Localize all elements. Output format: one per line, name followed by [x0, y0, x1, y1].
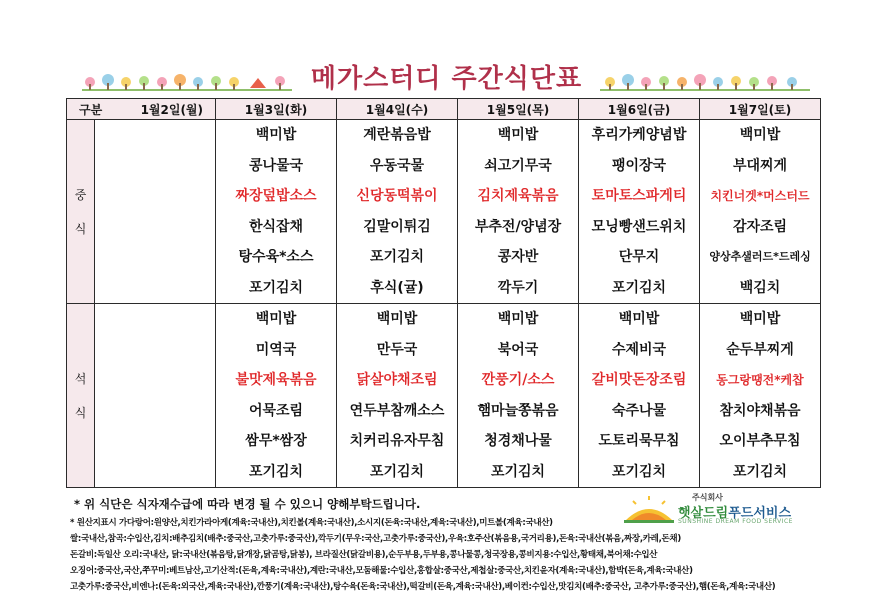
dinner-menu-item: 청경채나물: [484, 433, 552, 449]
lunch-menu-item: 콩나물국: [248, 157, 304, 174]
dinner-menu-item: 깐풍기/소스: [481, 372, 555, 388]
dinner-menu-item: 포기김치: [732, 463, 788, 480]
dinner-menu-item: 백미밥: [497, 311, 539, 327]
dinner-menu-item: 연두부참깨소스: [349, 402, 445, 419]
dinner-menu-item: 불맛제육볶음: [235, 372, 317, 388]
origin-line-5: 고춧가루:중국산,비엔나:(돈육:외국산,계육:국내산),깐풍기(계육:국내산),탕수육(돈육:국내산),떡갈비(돈육,계육:국내산),베이컨:수입산,맛김치(배추:중국산, 고추가루:중국산),햄(돈육,계육:국내산): [70, 582, 776, 592]
lunch-menu-item: 우동국물: [369, 157, 425, 174]
dinner-menu-item: 숙주나물: [611, 402, 667, 419]
origin-line-4: 오징어:중국산,국산,쭈꾸미:베트남산,고기산적:(돈육,계육:국내산),계란:국내산,모둠해물:수입산,홍합살:중국산,제첩살:중국산,치킨윤자(계육:국내산),함박(돈육,계육:국내산): [70, 566, 693, 576]
logo-company-type: 주식회사: [692, 493, 723, 502]
lunch-menu-item: 깍두기: [497, 279, 539, 296]
lunch-day-3-cell: [337, 120, 458, 304]
dinner-menu-item: 포기김치: [369, 463, 425, 480]
day-header-4: 1월5일(목): [458, 99, 579, 120]
header-gubun-day1: [67, 99, 216, 120]
dinner-menu-item: 포기김치: [611, 463, 667, 480]
lunch-day-6-cell: [700, 120, 821, 304]
lunch-menu-item: 포기김치: [248, 279, 304, 296]
weekly-menu-table: [66, 98, 821, 488]
dinner-menu-item: 쌈무*쌈장: [245, 433, 307, 449]
lunch-day-4-cell: [458, 120, 579, 304]
lunch-menu-item: 백미밥: [497, 127, 539, 143]
lunch-menu-item: 모닝빵샌드위치: [591, 218, 687, 235]
menu-change-notice: * 위 식단은 식자재수급에 따라 변경 될 수 있으니 양해부탁드립니다.: [74, 497, 421, 511]
page-title: 메가스터디 주간식단표: [310, 64, 583, 94]
lunch-menu-item: 김치제육볶음: [477, 188, 559, 204]
lunch-menu-item: 후식(귤): [370, 279, 424, 296]
logo-company-name: 햇살드림푸드서비스: [678, 506, 792, 521]
dinner-menu-item: 오이부추무침: [719, 433, 801, 449]
lunch-menu-item: 팽이장국: [611, 157, 667, 174]
dinner-menu-item: 미역국: [255, 341, 297, 358]
dinner-menu-item: 북어국: [497, 341, 539, 358]
dinner-menu-item: 치커리유자무침: [349, 433, 445, 449]
lunch-menu-item: 백미밥: [255, 127, 297, 143]
day-header-5: 1월6일(금): [579, 99, 700, 120]
logo-english-name: SUNSHINE DREAM FOOD SERVICE: [678, 518, 793, 525]
dinner-menu-item: 만두국: [376, 341, 418, 358]
lunch-menu-item: 양상추샐러드*드레싱: [709, 250, 811, 263]
lunch-day-5-cell: [579, 120, 700, 304]
lunch-menu-item: 후리가케양념밥: [591, 127, 687, 143]
dinner-menu-item: 동그랑땡전*케찹: [716, 373, 804, 387]
dinner-menu-item: 백미밥: [255, 311, 297, 327]
lunch-menu-item: 한식잡채: [248, 218, 304, 235]
lunch-menu-item: 치킨너겟*머스터드: [710, 189, 810, 203]
origin-line-3: 돈갈비:독일산 오리:국내산, 닭:국내산(볶음탕,닭개장,닭곰탕,닭봉), 브라질산(닭갈비용),순두부용,두부용,콩나물콩,청국장용,콩비지용:수입산,황태채,북어채:수입산: [70, 550, 658, 560]
lunch-menu-item: 포기김치: [369, 249, 425, 265]
lunch-menu-item: 백김치: [739, 279, 781, 296]
dinner-menu-item: 수제비국: [611, 341, 667, 358]
day-header-3: 1월4일(수): [337, 99, 458, 120]
lunch-menu-item: 포기김치: [611, 279, 667, 296]
lunch-menu-item: 토마토스파게티: [591, 188, 687, 204]
lunch-menu-item: 감자조림: [732, 218, 788, 235]
lunch-day-1-cell: [95, 120, 216, 304]
origin-line-2: 쌀:국내산,참곡:수입산,김치:배추김치(배추:중국산,고춧가루:중국산),깍두기(무우:국산,고춧가루:중국산),우육:호주산(볶음용,국거리용),돈육:국내산(볶음,짜장,카레,돈채): [70, 534, 681, 544]
dinner-menu-item: 참치야채볶음: [719, 402, 801, 419]
origin-line-1: * 원산지표시 가다랑어:원양산,치킨가라아게(계육:국내산),치킨볼(계육:국내산),소시지(돈육:국내산,계육:국내산),미트볼(계육:국내산): [70, 518, 553, 528]
dinner-menu-item: 포기김치: [248, 463, 304, 480]
dinner-row: [67, 304, 821, 488]
dinner-menu-item: 닭살야채조림: [356, 372, 438, 388]
lunch-row: [67, 120, 821, 304]
dinner-menu-item: 백미밥: [739, 311, 781, 327]
lunch-menu-item: 쇠고기무국: [484, 157, 552, 174]
dinner-day-2-cell: [216, 304, 337, 488]
lunch-menu-item: 짜장덮밥소스: [235, 188, 317, 204]
dinner-day-3-cell: [337, 304, 458, 488]
dinner-menu-item: 백미밥: [376, 311, 418, 327]
lunch-menu-item: 김말이튀김: [363, 218, 431, 235]
dinner-menu-item: 햄마늘쫑볶음: [477, 402, 559, 419]
gubun-label: 구분: [79, 102, 103, 117]
day-header-1: 1월2일(월): [140, 102, 204, 117]
lunch-menu-item: 단무지: [618, 249, 660, 265]
lunch-menu-item: 탕수육*소스: [238, 249, 314, 265]
lunch-menu-item: 콩자반: [497, 249, 539, 265]
dinner-menu-item: 포기김치: [490, 463, 546, 480]
lunch-menu-item: 부대찌게: [732, 157, 788, 174]
tree-decoration-right-icon: [600, 70, 810, 92]
lunch-menu-item: 신당동떡볶이: [356, 188, 438, 204]
dinner-day-1-cell: [95, 304, 216, 488]
lunch-menu-item: 계란볶음밥: [363, 127, 431, 143]
dinner-menu-item: 순두부찌게: [726, 341, 794, 358]
day-header-6: 1월7일(토): [700, 99, 821, 120]
title-area: [0, 56, 893, 96]
lunch-menu-item: 백미밥: [739, 127, 781, 143]
lunch-menu-item: 부추전/양념장: [474, 218, 562, 235]
dinner-menu-item: 백미밥: [618, 311, 660, 327]
dinner-menu-item: 도토리묵무침: [598, 433, 680, 449]
dinner-day-4-cell: [458, 304, 579, 488]
dinner-menu-item: 어묵조림: [248, 402, 304, 419]
dinner-day-6-cell: [700, 304, 821, 488]
dinner-menu-item: 갈비맛돈장조림: [591, 372, 687, 388]
header-row: [67, 99, 821, 120]
day-header-2: 1월3일(화): [216, 99, 337, 120]
dinner-day-5-cell: [579, 304, 700, 488]
lunch-label: 중 식: [67, 120, 95, 304]
lunch-day-2-cell: [216, 120, 337, 304]
dinner-label: 석 식: [67, 304, 95, 488]
